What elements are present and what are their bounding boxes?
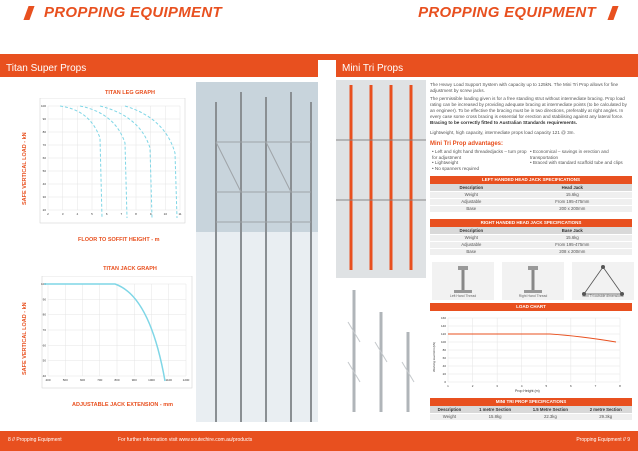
table-cell: Base <box>430 248 513 255</box>
y-tick-label: 90 <box>42 117 46 121</box>
y-tick-label: 100 <box>40 104 46 108</box>
table-cell: 22.3kg <box>521 413 579 420</box>
y-tick-label: 100 <box>40 282 46 286</box>
y-tick-label: 40 <box>442 364 446 368</box>
y-tick-label: 0 <box>444 380 446 384</box>
table-header: Base Jack <box>513 227 632 234</box>
page-title-left: PROPPING EQUIPMENT <box>44 4 222 21</box>
tri-spec-title: MINI TRI PROP SPECIFICATIONS <box>430 398 632 406</box>
x-tick-label: 5 <box>91 212 93 216</box>
table-cell: 29.3kg <box>579 413 632 420</box>
rh-spec-table <box>430 227 632 256</box>
table-cell: 208 x 200mm <box>513 248 632 255</box>
y-tick-label: 20 <box>42 208 46 212</box>
table-header: Head Jack <box>513 184 632 191</box>
table-header: 1 metre Section <box>469 406 522 413</box>
y-tick-label: 140 <box>440 324 446 328</box>
tri-spec-table <box>430 406 632 421</box>
x-tick-label: 8 <box>619 384 621 388</box>
page-title-right: PROPPING EQUIPMENT <box>418 4 596 21</box>
load-chart-title: LOAD CHART <box>430 303 632 311</box>
x-tick-label: 900 <box>131 378 137 382</box>
section-title-titan: Titan Super Props <box>0 60 318 77</box>
x-tick-label: 600 <box>79 378 86 382</box>
y-tick-label: 120 <box>440 332 446 336</box>
table-cell: Base <box>430 205 513 212</box>
table-cell: 200 x 200mm <box>513 205 632 212</box>
table-cell: Weight <box>430 413 469 420</box>
advantage-item: • Braced with standard scaffold tube and clips <box>530 160 630 166</box>
x-tick-label: 9 <box>149 212 152 216</box>
y-tick-label: 70 <box>42 328 46 332</box>
footer-page-right: Propping Equipment // 9 <box>576 437 630 443</box>
title-slash-decoration <box>23 6 34 20</box>
load-chart-xlabel: Prop Height (m) <box>515 389 540 393</box>
description-2: The permissible loading given is for a free standing strut without intermediate bracing. Prop load rating can be increased by providing adequate bracing at intermediate points (to be calculated by an engineer). To be effective the bracing must be in two directions, preferably at right angles. In every case some cross bracing is essential for erection and stabilising against any lateral force. Bracing to be correctly fitted to Australian Standards requirements. <box>430 96 627 125</box>
lh-spec-title: LEFT HANDED HEAD JACK SPECIFICATIONS <box>430 176 632 184</box>
rh-jack-caption: Right Hand Thread <box>518 294 548 298</box>
advantages-list-left <box>432 149 532 171</box>
advantage-item: • No spanners required <box>432 166 532 172</box>
table-header: 2 metre Section <box>579 406 632 413</box>
leg-graph-xlabel: FLOOR TO SOFFIT HEIGHT - m <box>78 237 160 243</box>
x-tick-label: 1000 <box>148 378 155 382</box>
x-tick-label: 1100 <box>165 378 172 382</box>
title-slash-decoration <box>607 6 618 20</box>
x-tick-label: 700 <box>97 378 103 382</box>
load-chart-ylabel: Working load limit (kN) <box>432 341 436 372</box>
y-tick-label: 60 <box>42 343 46 348</box>
y-tick-label: 80 <box>442 348 446 352</box>
table-cell: 15.6kg <box>513 234 632 241</box>
mini-tri-assembly-photo <box>336 282 428 422</box>
load-chart <box>430 312 632 394</box>
y-tick-label: 40 <box>42 182 46 186</box>
y-tick-label: 160 <box>440 316 446 320</box>
x-tick-label: 400 <box>45 378 51 382</box>
x-tick-label: 8 <box>135 212 137 216</box>
description-3: Lightweight, high capacity, intermediate props load capacity 121 @ 3m. <box>430 130 575 135</box>
x-tick-label: 4 <box>520 384 523 388</box>
x-tick-label: 500 <box>62 378 68 382</box>
description-2-bold: Bracing to be correctly fitted to Australian Standards requirements. <box>430 120 578 125</box>
description-1: The Heavy Load Support System with capacity up to 125kN. The Mini Tri Prop allows for fine adjustment by screw jacks. <box>430 82 619 93</box>
advantages-title: Mini Tri Prop advantages: <box>430 141 504 147</box>
x-tick-label: 5 <box>545 384 548 388</box>
table-cell: 15.8kg <box>469 413 522 420</box>
table-cell: Adjustable <box>430 198 513 205</box>
lh-spec-table <box>430 184 632 213</box>
jack-graph-xlabel: ADJUSTABLE JACK EXTENSION - mm <box>72 402 174 408</box>
table-header: Description <box>430 406 469 413</box>
leg-graph-title: TITAN LEG GRAPH <box>104 90 155 96</box>
x-tick-label: 3 <box>496 384 498 388</box>
jack-graph-ylabel: SAFE VERTICAL LOAD - kN <box>22 302 28 375</box>
mini-tri-props-photo <box>336 80 426 278</box>
y-tick-label: 90 <box>42 297 46 302</box>
y-tick-label: 30 <box>42 195 46 199</box>
y-tick-label: 80 <box>42 312 46 317</box>
y-tick-label: 80 <box>42 130 46 134</box>
section-title-mini-tri: Mini Tri Props <box>336 60 638 77</box>
jack-graph <box>30 276 195 396</box>
x-tick-label: 7 <box>594 384 597 388</box>
table-header: Description <box>430 184 513 191</box>
outside-dimensions-caption: Mini Tri outside dimensions <box>582 294 624 298</box>
x-tick-label: 11 <box>178 212 182 216</box>
table-header: Description <box>430 227 513 234</box>
table-cell: 15.6kg <box>513 191 632 198</box>
table-cell: Weight <box>430 191 513 198</box>
advantage-item: • Left and right hand threadedjacks – turn prop for adjustment <box>432 149 532 160</box>
table-cell: Adjustable <box>430 241 513 248</box>
x-tick-label: 10 <box>163 212 168 216</box>
y-tick-label: 20 <box>442 372 446 376</box>
x-tick-label: 1 <box>447 384 449 388</box>
y-tick-label: 60 <box>42 156 46 160</box>
leg-graph-ylabel: SAFE VERTICAL LOAD - kN <box>22 132 28 205</box>
advantage-item: • Economical – savings in erection and transportation <box>530 149 630 160</box>
x-tick-label: 6 <box>105 212 108 216</box>
footer-info-link[interactable]: For further information visit www.soutechire.com.au/products <box>118 437 253 443</box>
table-cell: From 195-475mm <box>513 241 632 248</box>
y-tick-label: 70 <box>42 143 46 147</box>
lh-jack-caption: Left Hand Thread <box>449 294 477 298</box>
table-header: 1.5 Metre Section <box>521 406 579 413</box>
y-tick-label: 50 <box>42 169 46 173</box>
x-tick-label: 4 <box>76 212 79 216</box>
titan-props-photo <box>196 82 318 422</box>
x-tick-label: 2 <box>471 384 474 388</box>
advantages-list-right <box>530 149 630 166</box>
x-tick-label: 2 <box>47 212 49 216</box>
x-tick-label: 800 <box>114 378 120 382</box>
x-tick-label: 3 <box>61 212 64 216</box>
y-tick-label: 40 <box>42 374 46 378</box>
advantage-item: • Lightweight <box>432 160 532 166</box>
leg-graph <box>30 98 190 228</box>
x-tick-label: 7 <box>120 212 123 216</box>
table-cell: From 195-475mm <box>513 198 632 205</box>
y-tick-label: 50 <box>42 358 46 363</box>
x-tick-label: 1200 <box>182 378 190 382</box>
y-tick-label: 100 <box>440 340 446 344</box>
x-tick-label: 6 <box>570 384 572 388</box>
table-cell: Weight <box>430 234 513 241</box>
rh-spec-title: RIGHT HANDED HEAD JACK SPECIFICATIONS <box>430 219 632 227</box>
y-tick-label: 60 <box>442 356 446 360</box>
jack-graph-title: TITAN JACK GRAPH <box>103 266 157 272</box>
footer-bar <box>0 431 638 451</box>
footer-page-left: 8 // Propping Equipment <box>8 437 62 443</box>
